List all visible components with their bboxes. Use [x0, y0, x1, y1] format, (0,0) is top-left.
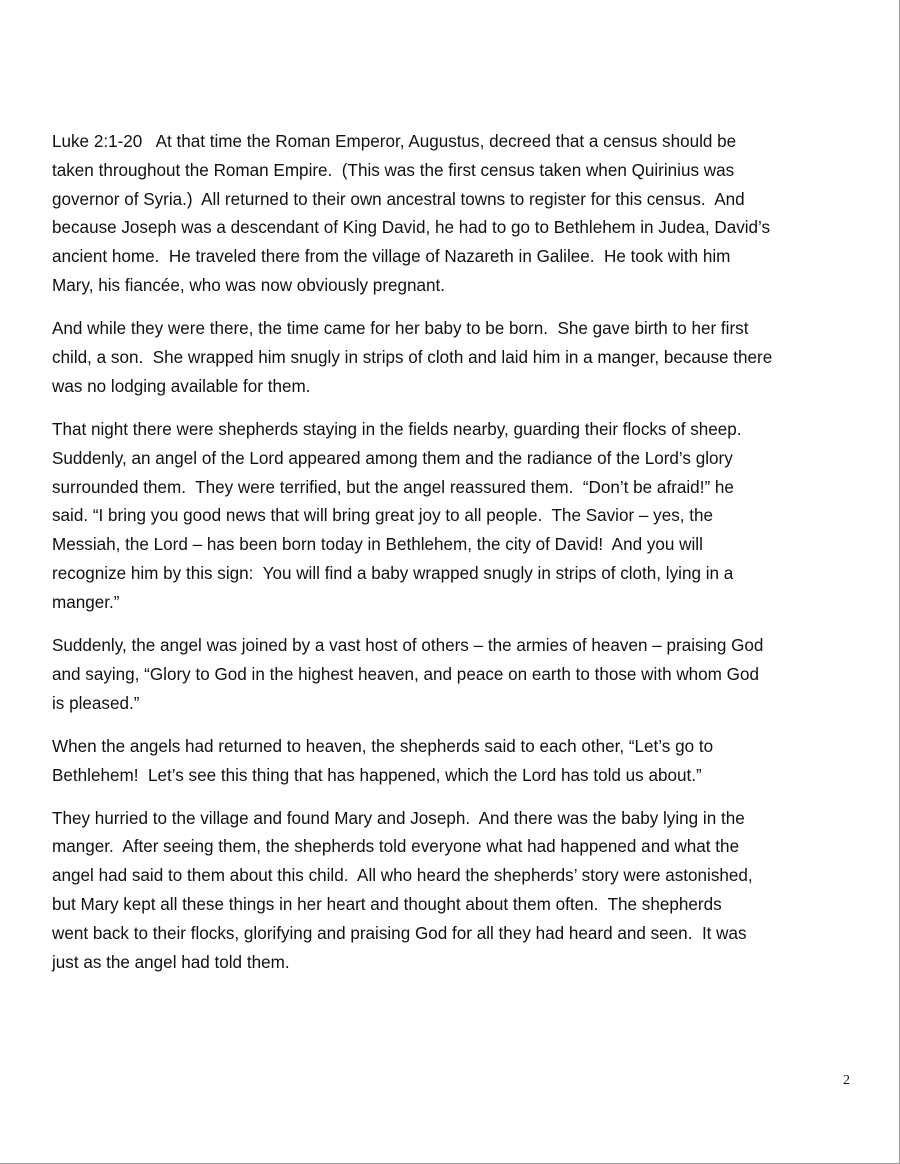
- text-line: went back to their flocks, glorifying and praising God for all they had heard and seen. It was: [52, 923, 747, 943]
- paragraph: [52, 805, 852, 978]
- text-line: and saying, “Glory to God in the highest heaven, and peace on earth to those with whom God: [52, 664, 759, 684]
- paragraph: [52, 128, 852, 301]
- text-line: Mary, his fiancée, who was now obviously pregnant.: [52, 275, 446, 295]
- paragraph: [52, 315, 852, 401]
- text-line: Messiah, the Lord – has been born today in Bethlehem, the city of David! And you will: [52, 535, 703, 555]
- text-line: recognize him by this sign: You will find a baby wrapped snugly in strips of cloth, lying in a: [52, 563, 734, 583]
- text-line: but Mary kept all these things in her heart and thought about them often. The shepherds: [52, 895, 722, 915]
- text-line: When the angels had returned to heaven, the shepherds said to each other, “Let’s go to: [52, 736, 714, 756]
- text-line: Luke 2:1-20 At that time the Roman Emperor, Augustus, decreed that a census should be: [52, 132, 737, 151]
- text-line: surrounded them. They were terrified, but the angel reassured them. “Don’t be afraid!” he: [52, 477, 734, 497]
- paragraph: [52, 416, 852, 618]
- text-line: said. “I bring you good news that will bring great joy to all people. The Savior – yes, the: [52, 506, 714, 526]
- text-line: because Joseph was a descendant of King David, he had to go to Bethlehem in Judea, David’s: [52, 218, 771, 238]
- text-line: They hurried to the village and found Mary and Joseph. And there was the baby lying in the: [52, 808, 745, 828]
- text-line: is pleased.”: [52, 693, 140, 713]
- text-line: was no lodging available for them.: [52, 376, 311, 396]
- text-line: Suddenly, the angel was joined by a vast host of others – the armies of heaven – praising God: [52, 635, 764, 655]
- text-line: child, a son. She wrapped him snugly in strips of cloth and laid him in a manger, because there: [52, 347, 773, 367]
- text-line: manger. After seeing them, the shepherds told everyone what had happened and what the: [52, 837, 740, 857]
- text-line: just as the angel had told them.: [52, 952, 290, 972]
- text-line: angel had said to them about this child. All who heard the shepherds’ story were astonished,: [52, 866, 753, 886]
- paragraph: [52, 632, 852, 718]
- text-line: Suddenly, an angel of the Lord appeared among them and the radiance of the Lord’s glory: [52, 448, 733, 468]
- paragraph: [52, 733, 852, 791]
- text-line: taken throughout the Roman Empire. (This was the first census taken when Quirinius was: [52, 160, 735, 180]
- text-line: That night there were shepherds staying in the fields nearby, guarding their flocks of sheep.: [52, 419, 742, 439]
- text-line: And while they were there, the time came for her baby to be born. She gave birth to her first: [52, 319, 749, 339]
- page-number: 2: [843, 1073, 850, 1088]
- text-line: manger.”: [52, 592, 120, 612]
- document-body: [52, 128, 852, 992]
- text-line: governor of Syria.) All returned to their own ancestral towns to register for this census. And: [52, 189, 745, 209]
- text-line: ancient home. He traveled there from the village of Nazareth in Galilee. He took with him: [52, 247, 731, 267]
- text-line: Bethlehem! Let’s see this thing that has happened, which the Lord has told us about.”: [52, 765, 702, 785]
